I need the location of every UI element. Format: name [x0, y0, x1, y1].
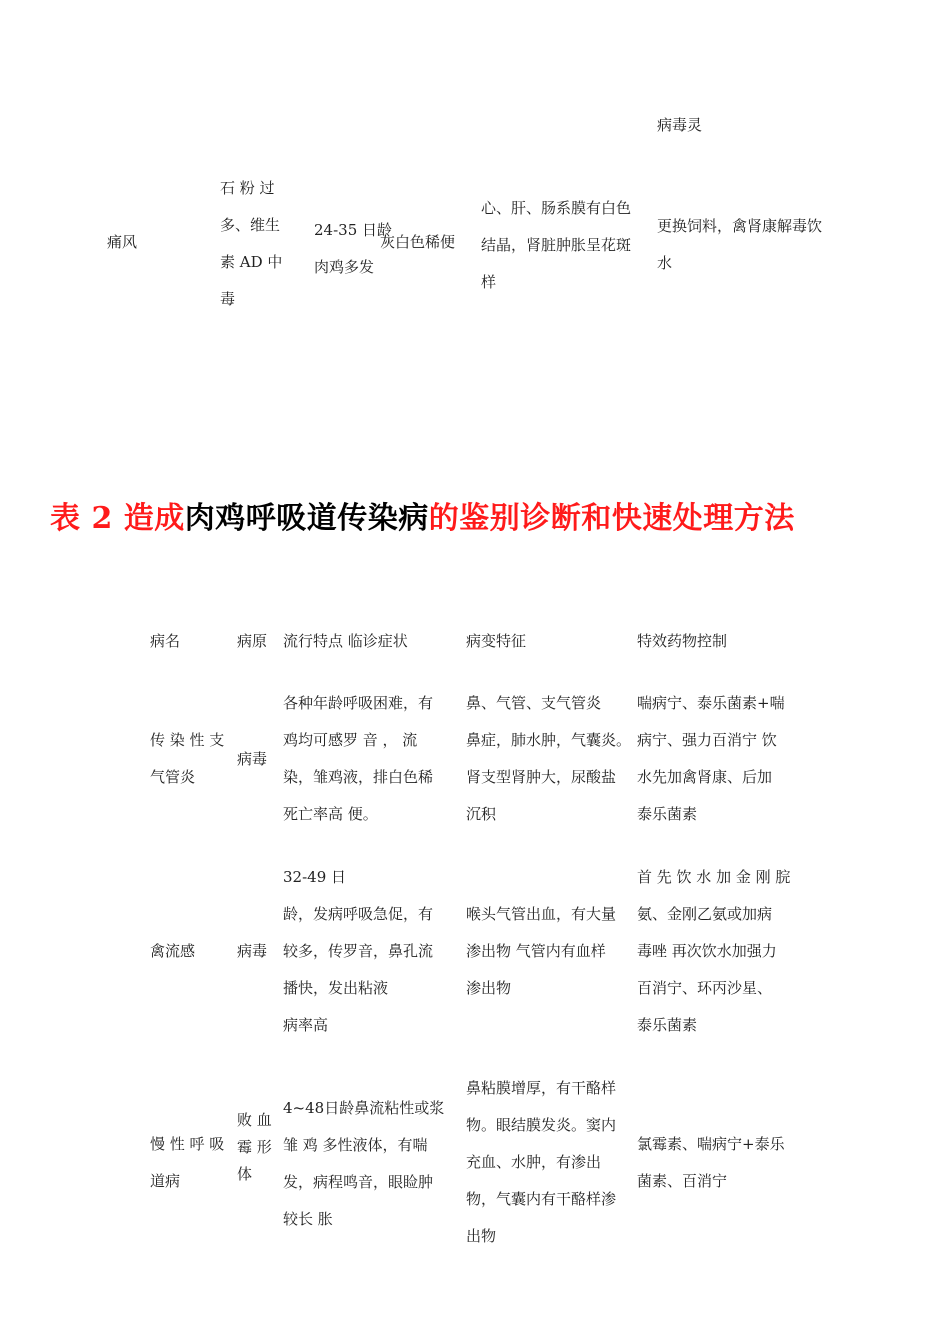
row3-name-line: 道病	[150, 1172, 181, 1190]
t1-lesion-line: 心、肝、肠系膜有白色	[481, 199, 632, 217]
t1-age-line: 肉鸡多发	[314, 258, 375, 276]
row2-cause	[237, 933, 267, 970]
header-cause: 病原	[237, 632, 268, 650]
row1-drug-line: 水先加禽肾康、后加	[637, 768, 773, 786]
row1-lesion-line: 鼻症，肺水肿，气囊炎。	[466, 731, 632, 749]
header-drug: 特效药物控制	[637, 632, 728, 650]
row3-epi-line: 4~48日龄鼻流粘性或浆	[283, 1099, 445, 1117]
t1-cause-line: 素 AD 中	[220, 253, 283, 271]
row1-epi	[283, 685, 433, 833]
row2-lesion-line: 渗出物	[466, 979, 512, 997]
header-name: 病名	[150, 632, 181, 650]
t1-drug-line: 更换饲料，禽肾康解毒饮	[657, 217, 823, 235]
row3-epi-line: 较长 胀	[283, 1210, 333, 1228]
table-title	[50, 493, 910, 537]
row1-cause	[237, 741, 267, 778]
row1-cause-line: 病毒	[237, 750, 268, 768]
row3-lesion-line: 物。眼结膜发炎。窦内	[466, 1116, 617, 1134]
header-lesion: 病变特征	[466, 632, 527, 650]
row3-epi-line: 雏 鸡 多性液体，有喘	[283, 1136, 428, 1154]
row1-name-line: 气管炎	[150, 768, 196, 786]
row2-drug-line: 泰乐菌素	[637, 1016, 698, 1034]
row1-lesion-line: 肾支型肾肿大，尿酸盐	[466, 768, 617, 786]
row1-lesion-line: 沉积	[466, 805, 497, 823]
row3-cause	[237, 1107, 272, 1188]
row1-lesion	[466, 685, 631, 833]
row1-drug	[637, 685, 785, 833]
row3-lesion	[466, 1070, 616, 1255]
row3-name-line: 慢 性 呼 吸	[150, 1135, 225, 1153]
row1-name	[150, 722, 224, 796]
row3-name	[150, 1126, 224, 1200]
t1-lesion-line: 结晶，肾脏肿胀呈花斑	[481, 236, 632, 254]
row3-drug-line: 氯霉素、喘病宁+泰乐	[637, 1135, 785, 1153]
row2-lesion-line: 渗出物 气管内有血样	[466, 942, 606, 960]
t1-cause-line: 毒	[220, 290, 236, 308]
t1-drug-line: 水	[657, 254, 673, 272]
header-epi-symptom: 流行特点 临诊症状	[283, 632, 408, 650]
t1-lesion	[481, 190, 631, 301]
row2-drug-line: 首 先 饮 水 加 金 刚 脘	[637, 868, 791, 886]
row1-drug-line: 病宁、强力百消宁 饮	[637, 731, 777, 749]
row2-epi-line: 32-49 日	[283, 868, 347, 886]
row1-drug-line: 喘病宁、泰乐菌素+喘	[637, 694, 785, 712]
t1-symptom: 灰白色稀便	[380, 233, 456, 251]
prev-row-drug-tail: 病毒灵	[657, 116, 703, 134]
row3-drug-line: 菌素、百消宁	[637, 1172, 728, 1190]
row2-epi	[283, 859, 433, 1044]
row2-drug	[637, 859, 790, 1044]
row1-lesion-line: 鼻、气管、支气管炎	[466, 694, 602, 712]
row3-cause-line: 败 血	[237, 1111, 272, 1129]
row2-epi-line: 较多，传罗音，鼻孔流	[283, 942, 434, 960]
t1-cause	[220, 170, 282, 318]
row2-drug-line: 氨、金刚乙氨或加病	[637, 905, 773, 923]
row3-drug	[637, 1126, 785, 1200]
row1-epi-line: 鸡均可感罗 音 ， 流	[283, 731, 418, 749]
row1-drug-line: 泰乐菌素	[637, 805, 698, 823]
row3-lesion-line: 充血、水肿，有渗出	[466, 1153, 602, 1171]
t1-drug	[657, 208, 822, 282]
row3-epi	[283, 1090, 444, 1238]
row2-epi-line: 龄，发病呼吸急促，有	[283, 905, 434, 923]
title-part-2: 肉鸡呼吸道传染病	[184, 501, 429, 536]
row3-cause-line: 霉 形	[237, 1138, 272, 1156]
row2-drug-line: 百消宁、环丙沙星、	[637, 979, 773, 997]
row2-epi-line: 播快，发出粘液	[283, 979, 389, 997]
row3-cause-line: 体	[237, 1165, 253, 1183]
row2-lesion-line: 喉头气管出血，有大量	[466, 905, 617, 923]
row1-epi-line: 染，雏鸡液，排白色稀	[283, 768, 434, 786]
row2-name-line: 禽流感	[150, 942, 196, 960]
row2-cause-line: 病毒	[237, 942, 268, 960]
t1-cause-line: 石 粉 过	[220, 179, 275, 197]
row2-drug-line: 毒唑 再次饮水加强力	[637, 942, 777, 960]
row3-epi-line: 发，病程鸣音，眼睑肿	[283, 1173, 434, 1191]
t1-age-line: 24-35 日龄	[314, 221, 393, 239]
t1-disease-name: 痛风	[107, 233, 138, 251]
row2-name	[150, 933, 195, 970]
row3-lesion-line: 物，气囊内有干酪样渗	[466, 1190, 617, 1208]
title-part-3: 的鉴别诊断和快速处理方法	[428, 501, 795, 536]
row1-epi-line: 死亡率高 便。	[283, 805, 378, 823]
title-part-1: 表 2 造成	[50, 501, 185, 536]
row2-lesion	[466, 896, 616, 1007]
t1-cause-line: 多、维生	[220, 216, 281, 234]
row1-epi-line: 各种年龄呼吸困难，有	[283, 694, 434, 712]
row1-name-line: 传 染 性 支	[150, 731, 225, 749]
t1-lesion-line: 样	[481, 273, 497, 291]
row3-lesion-line: 鼻粘膜增厚，有干酪样	[466, 1079, 617, 1097]
row3-lesion-line: 出物	[466, 1227, 497, 1245]
row2-epi-line: 病率高	[283, 1016, 329, 1034]
